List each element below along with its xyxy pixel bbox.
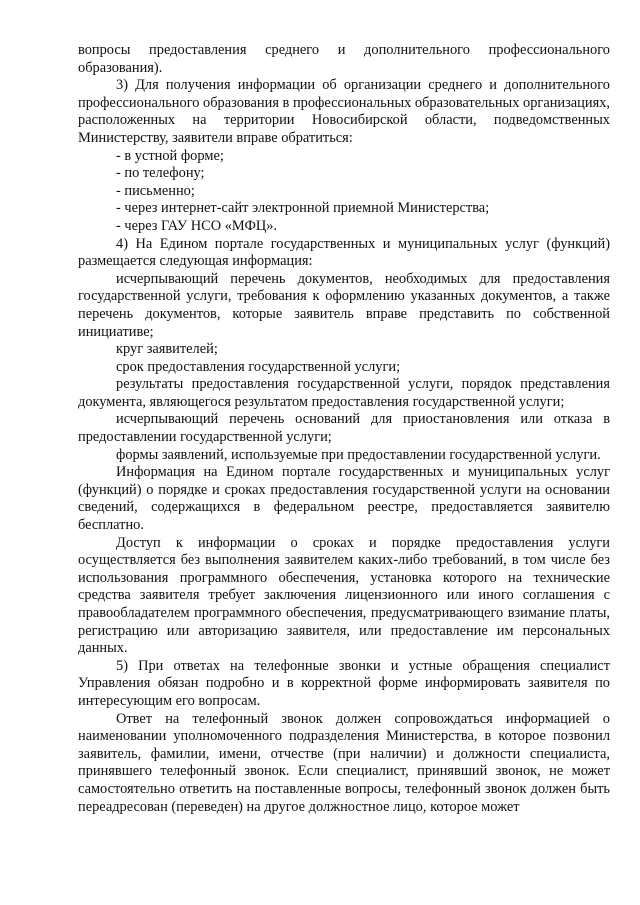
paragraph-application-forms: формы заявлений, используемые при предоставлении государственной услуги. (116, 446, 601, 463)
paragraph-phone-answer: Ответ на телефонный звонок должен сопровождаться информацией о наименовании уполномоченного подразделения Министерства, в которое позвонил заявитель, фамилии, имени, отчестве (при наличии) и должности специалиста, принявшего телефонный звонок. Если специалист, принявший звонок, не может самостоятельно ответить на поставленные вопросы, телефонный звонок должен быть переадресован (переведен) на другое должностное лицо, которое может (78, 710, 610, 815)
paragraph-item-4: 4) На Едином портале государственных и муниципальных услуг (функций) размещается следующая информация: (78, 235, 610, 270)
document-page (78, 42, 610, 816)
list-item-website: - через интернет-сайт электронной приемной Министерства; (116, 200, 490, 217)
paragraph-documents-list: исчерпывающий перечень документов, необходимых для предоставления государственной услуги, требования к оформлению указанных документов, а также перечень документов, которые заявитель вправе представить по собственной инициативе; (78, 270, 610, 340)
list-item-oral: - в устной форме; (116, 147, 224, 164)
paragraph-access-info: Доступ к информации о сроках и порядке предоставления услуги осуществляется без выполнения заявителем каких-либо требований, в том числе без использования программного обеспечения, установка которого на технические средства заявителя требует заключения лицензионного или иного соглашения с правообладателем программного обеспечения, предусматривающего взимание платы, регистрацию или авторизацию заявителя, или предоставление им персональных данных. (78, 534, 610, 657)
paragraph-continuation: вопросы предоставления среднего и дополнительного профессионального образования). (78, 42, 610, 76)
paragraph-service-results: результаты предоставления государственной услуги, порядок представления документа, являющегося результатом предоставления государственной услуги; (78, 376, 610, 410)
paragraph-refusal-grounds: исчерпывающий перечень оснований для приостановления или отказа в предоставлении государственной услуги; (78, 411, 610, 446)
list-item-written: - письменно; (116, 182, 195, 199)
paragraph-item-5: 5) При ответах на телефонные звонки и устные обращения специалист Управления обязан подробно и в корректной форме информировать заявителя по интересующим его вопросам. (78, 657, 610, 709)
paragraph-portal-info: Информация на Едином портале государственных и муниципальных услуг (функций) о порядке и сроках предоставления государственной услуги на основании сведений, содержащихся в федеральном реестре, предоставляется заявителю бесплатно. (78, 464, 610, 534)
paragraph-service-term: срок предоставления государственной услуги; (116, 358, 401, 375)
list-item-phone: - по телефону; (116, 165, 205, 182)
paragraph-applicants: круг заявителей; (116, 341, 218, 358)
paragraph-item-3: 3) Для получения информации об организации среднего и дополнительного профессионального образования в профессиональных образовательных организациях, расположенных на территории Новосибирской области, подведомственных Министерству, заявители вправе обратиться: (78, 77, 610, 146)
list-item-mfc: - через ГАУ НСО «МФЦ». (116, 217, 278, 234)
